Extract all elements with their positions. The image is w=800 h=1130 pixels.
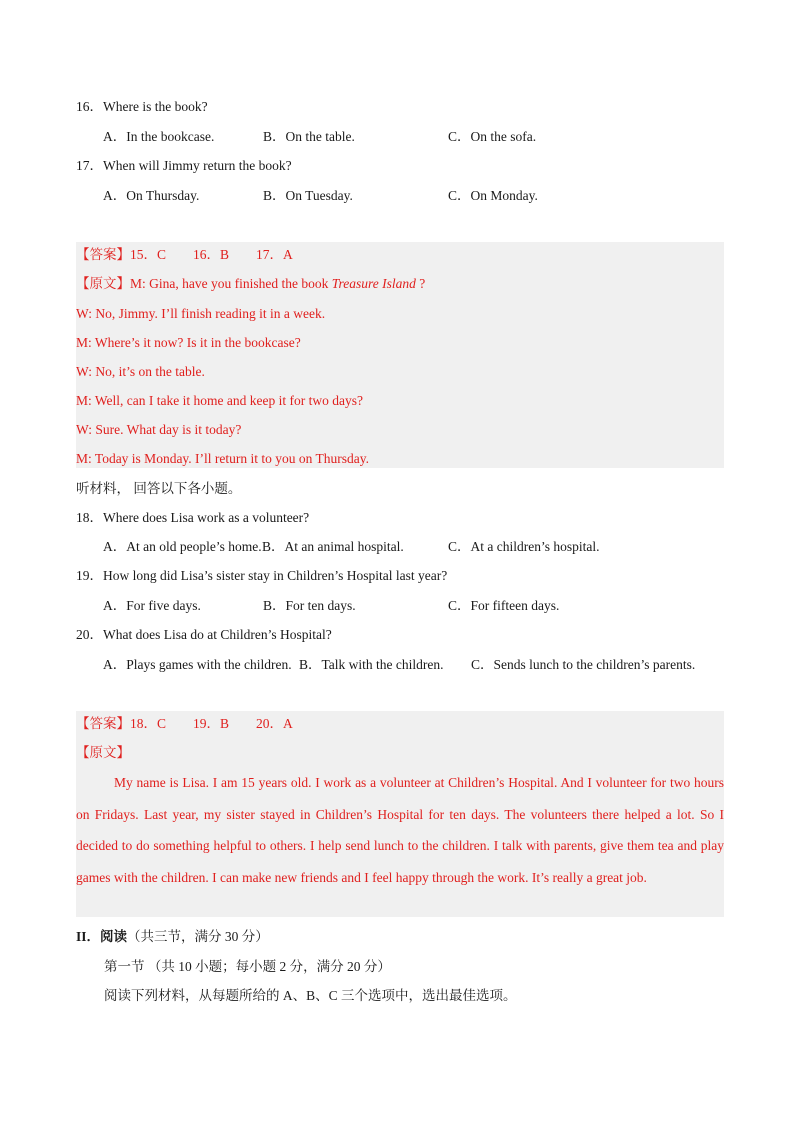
listening-instruction: 听材料， 回答以下各小题。 [76,481,242,496]
transcript-passage: My name is Lisa. I am 15 years old. I work as a volunteer at Children’s Hospital. And I volunteer for two hours on Fridays. Last year, my sister stayed in Children’s Hospital for ten days. The volunteers there helped a lot. So I decided to do something helpful to others. I help send lunch to the children. I talk with parents, give them tea and play games with the children. I can make new friends and I feel happy through the work. It’s really a great job. [76,775,724,885]
q20-option-c: C．Sends lunch to the children’s parents. [471,657,696,672]
answer-key-2: 【答案】18．C 19．B 20．A [76,716,293,731]
answer-box-1 [76,242,724,468]
q16-option-c: C．On the sofa. [448,129,537,144]
q16-option-b: B．On the table. [263,129,355,144]
q19-option-b: B．For ten days. [263,598,356,613]
answer-box-2 [76,711,724,917]
reading-heading-title: II．阅读 [76,929,128,944]
q20-option-a: A．Plays games with the children. [103,657,292,672]
question-19: 19．How long did Lisa’s sister stay in Children’s Hospital last year? [76,568,448,583]
q16-option-a: A．In the bookcase. [103,129,215,144]
reading-heading-score: （共三节，满分 30 分） [127,929,269,944]
book-title: Treasure Island [331,276,416,291]
transcript-text-end: ? [415,276,426,291]
transcript-label-2: 【原文】 [76,745,130,760]
transcript-line: W: No, Jimmy. I’ll finish reading it in a week. [76,306,326,321]
question-18: 18．Where does Lisa work as a volunteer? [76,510,310,525]
q17-option-c: C．On Monday. [448,188,538,203]
transcript-line-1 [76,275,425,293]
question-20: 20．What does Lisa do at Children’s Hospital? [76,627,332,642]
transcript-line: W: No, it’s on the table. [76,364,205,379]
reading-directions: 阅读下列材料，从每题所给的 A、B、C 三个选项中，选出最佳选项。 [104,988,517,1003]
transcript-text: M: Gina, have you finished the book [130,276,332,291]
answer-key-1: 【答案】15．C 16．B 17．A [76,247,293,262]
q18-option-a: A．At an old people’s home. [103,539,262,554]
transcript-line: W: Sure. What day is it today? [76,422,242,437]
transcript-line: M: Where’s it now? Is it in the bookcase? [76,335,301,350]
reading-heading [76,928,269,946]
transcript-label: 【原文】 [76,276,130,291]
reading-part-1: 第一节 （共 10 小题；每小题 2 分，满分 20 分） [104,959,391,974]
transcript-line: M: Well, can I take it home and keep it for two days? [76,393,363,408]
q17-option-b: B．On Tuesday. [263,188,353,203]
q19-option-c: C．For fifteen days. [448,598,560,613]
q19-option-a: A．For five days. [103,598,201,613]
question-17: 17．When will Jimmy return the book? [76,158,292,173]
q20-option-b: B．Talk with the children. [299,657,444,672]
q18-option-b: B．At an animal hospital. [262,539,404,554]
q18-option-c: C．At a children’s hospital. [448,539,600,554]
q17-option-a: A．On Thursday. [103,188,200,203]
question-16: 16．Where is the book? [76,99,208,114]
transcript-line: M: Today is Monday. I’ll return it to you on Thursday. [76,451,370,466]
